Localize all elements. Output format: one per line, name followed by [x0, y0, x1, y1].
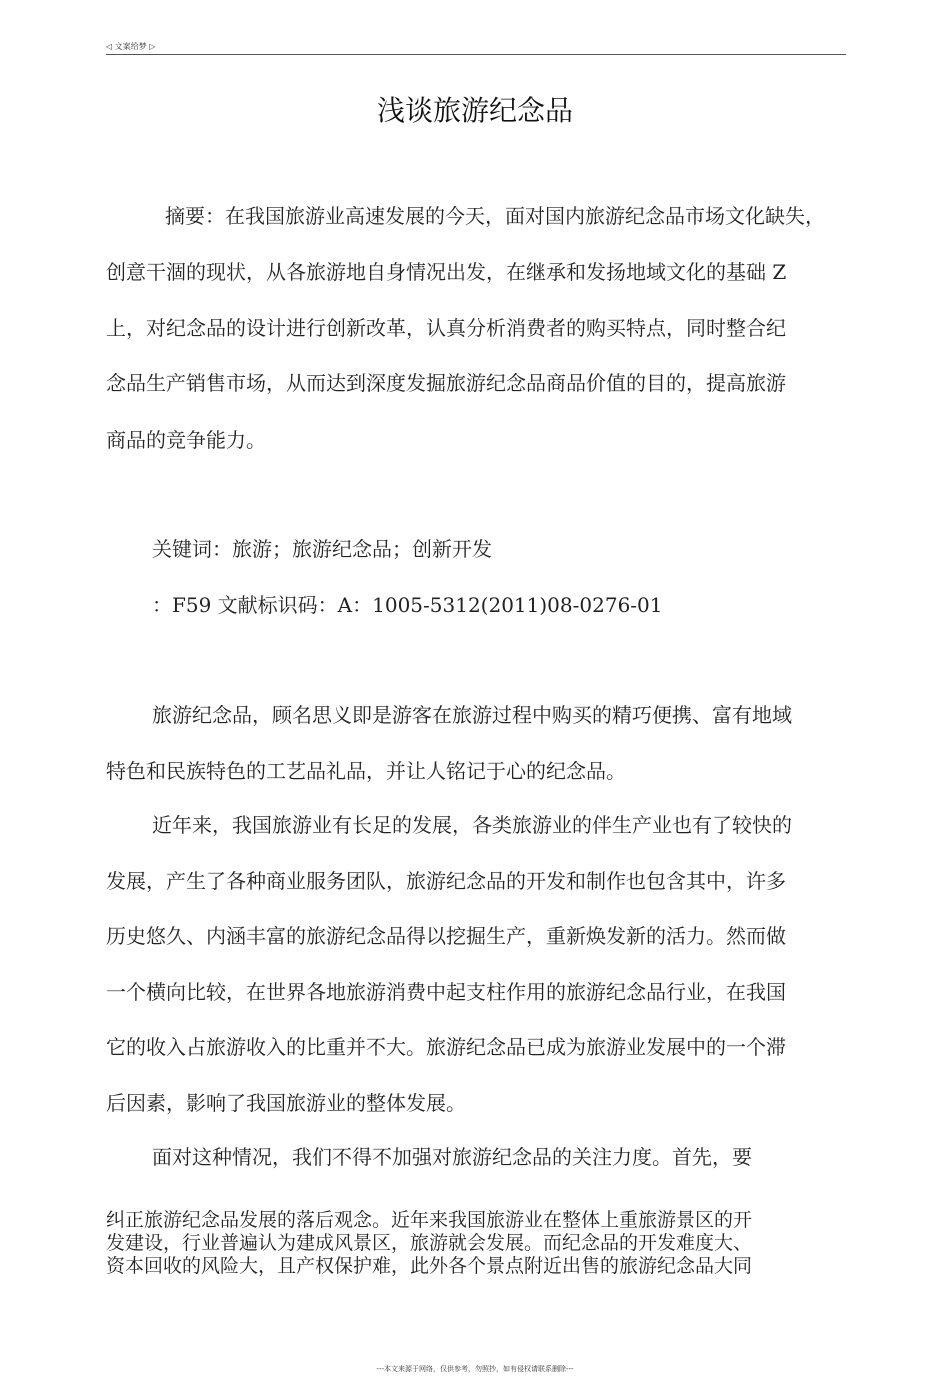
- body-line: 后因素，影响了我国旅游业的整体发展。: [106, 1091, 466, 1115]
- body-line: 特色和民族特色的工艺品礼品，并让人铭记于心的纪念品。: [106, 759, 626, 783]
- abstract-line: 商品的竞争能力。: [106, 428, 266, 452]
- abstract-line: 摘要：在我国旅游业高速发展的今天，面对国内旅游纪念品市场文化缺失，: [165, 204, 825, 228]
- keywords: 关键词：旅游；旅游纪念品；创新开发: [152, 537, 492, 561]
- page-footer: ---本文来源于网络，仅供参考，勿照抄，如有侵权请联系删除---: [376, 1365, 574, 1373]
- running-header: ◁ 文案给梦 ▷: [106, 42, 156, 51]
- classification-code: ：F59 文献标识码：A：1005-5312(2011)08-0276-01: [152, 593, 663, 617]
- body-line: 发建设，行业普遍认为建成风景区，旅游就会发展。而纪念品的开发难度大、: [106, 1232, 753, 1254]
- body-line: 近年来，我国旅游业有长足的发展，各类旅游业的伴生产业也有了较快的: [152, 813, 792, 837]
- body-line: 发展，产生了各种商业服务团队，旅游纪念品的开发和制作也包含其中，许多: [106, 869, 786, 893]
- body-line: 资本回收的风险大，且产权保护难，此外各个景点附近出售的旅游纪念品大同: [106, 1255, 753, 1277]
- document-title: 浅谈旅游纪念品: [376, 94, 573, 127]
- header-divider: [106, 54, 846, 55]
- body-line: 一个横向比较，在世界各地旅游消费中起支柱作用的旅游纪念品行业，在我国: [106, 980, 786, 1004]
- abstract-line: 上，对纪念品的设计进行创新改革，认真分析消费者的购买特点，同时整合纪: [106, 316, 786, 340]
- body-line: 它的收入占旅游收入的比重并不大。旅游纪念品已成为旅游业发展中的一个滞: [106, 1035, 786, 1059]
- body-line: 面对这种情况，我们不得不加强对旅游纪念品的关注力度。首先，要: [152, 1145, 752, 1169]
- body-line: 旅游纪念品，顾名思义即是游客在旅游过程中购买的精巧便携、富有地域: [152, 703, 792, 727]
- abstract-line: 念品生产销售市场，从而达到深度发掘旅游纪念品商品价值的目的，提高旅游: [106, 371, 786, 395]
- body-line: 纠正旅游纪念品发展的落后观念。近年来我国旅游业在整体上重旅游景区的开: [106, 1209, 753, 1231]
- body-line: 历史悠久、内涵丰富的旅游纪念品得以挖掘生产，重新焕发新的活力。然而做: [106, 924, 786, 948]
- abstract-line: 创意干涸的现状，从各旅游地自身情况出发，在继承和发扬地域文化的基础 Z: [106, 260, 787, 284]
